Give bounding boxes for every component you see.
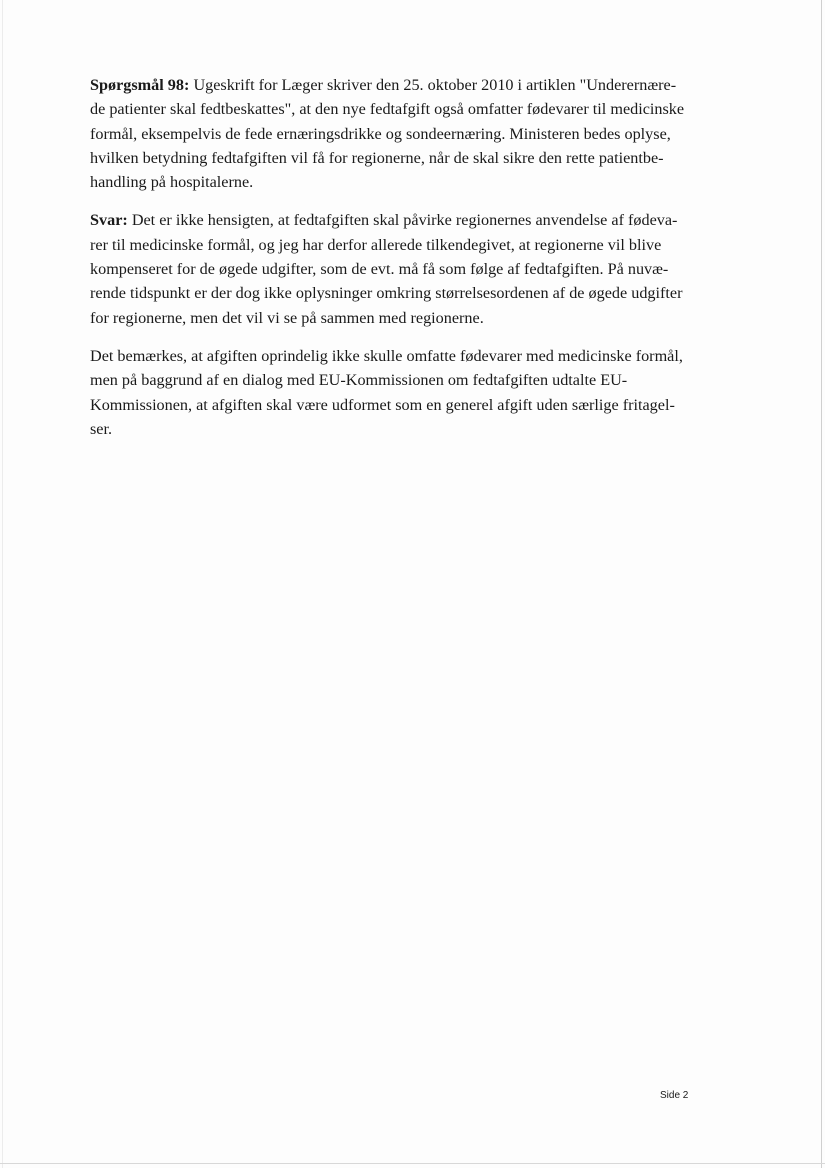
answer-line-2: rer til medicinske formål, og jeg har derfor allerede tilkendegivet, at regionerne vil blive — [90, 235, 662, 254]
scan-edge-bottom — [0, 1163, 825, 1164]
answer-line-1-text: Det er ikke hensigten, at fedtafgiften skal påvirke regionernes anvendelse af fødeva- — [127, 211, 678, 230]
question-line-4: hvilken betydning fedtafgiften vil få for regionerne, når de skal sikre den rette patientbe- — [90, 148, 664, 167]
question-line-3: formål, eksempelvis de fede ernæringsdrikke og sondeernæring. Ministeren bedes oplyse, — [90, 124, 671, 143]
question-paragraph — [90, 73, 710, 194]
question-line-1-text: Ugeskrift for Læger skriver den 25. oktober 2010 i artiklen "Underernære- — [189, 76, 677, 94]
note-line-4: ser. — [90, 419, 113, 438]
answer-label: Svar: — [90, 211, 128, 230]
scan-edge-right — [821, 0, 822, 1168]
page-number: Side 2 — [660, 1090, 689, 1101]
note-line-2: men på baggrund af en dialog med EU-Kommissionen om fedtafgiften udtalte EU- — [90, 371, 628, 390]
note-paragraph — [90, 344, 710, 441]
note-line-3: Kommissionen, at afgiften skal være udformet som en generel afgift uden særlige fritagel- — [90, 395, 675, 414]
scan-edge-left — [2, 0, 3, 1168]
answer-line-1 — [90, 208, 710, 232]
answer-line-5: for regionerne, men det vil vi se på sammen med regionerne. — [90, 308, 484, 327]
answer-paragraph — [90, 208, 710, 329]
question-label: Spørgsmål 98: — [90, 76, 190, 94]
document-body — [90, 73, 710, 455]
question-line-2: de patienter skal fedtbeskattes", at den nye fedtafgift også omfatter fødevarer til medicinske — [90, 100, 685, 119]
question-line-5: handling på hospitalerne. — [90, 173, 254, 192]
answer-line-3: kompenseret for de øgede udgifter, som de evt. må få som følge af fedtafgiften. På nuvæ- — [90, 260, 669, 279]
note-line-1: Det bemærkes, at afgiften oprindelig ikke skulle omfatte fødevarer med medicinske formål, — [90, 346, 683, 365]
answer-line-4: rende tidspunkt er der dog ikke oplysninger omkring størrelsesordenen af de øgede udgifter — [90, 284, 683, 303]
question-line-1 — [90, 73, 710, 97]
